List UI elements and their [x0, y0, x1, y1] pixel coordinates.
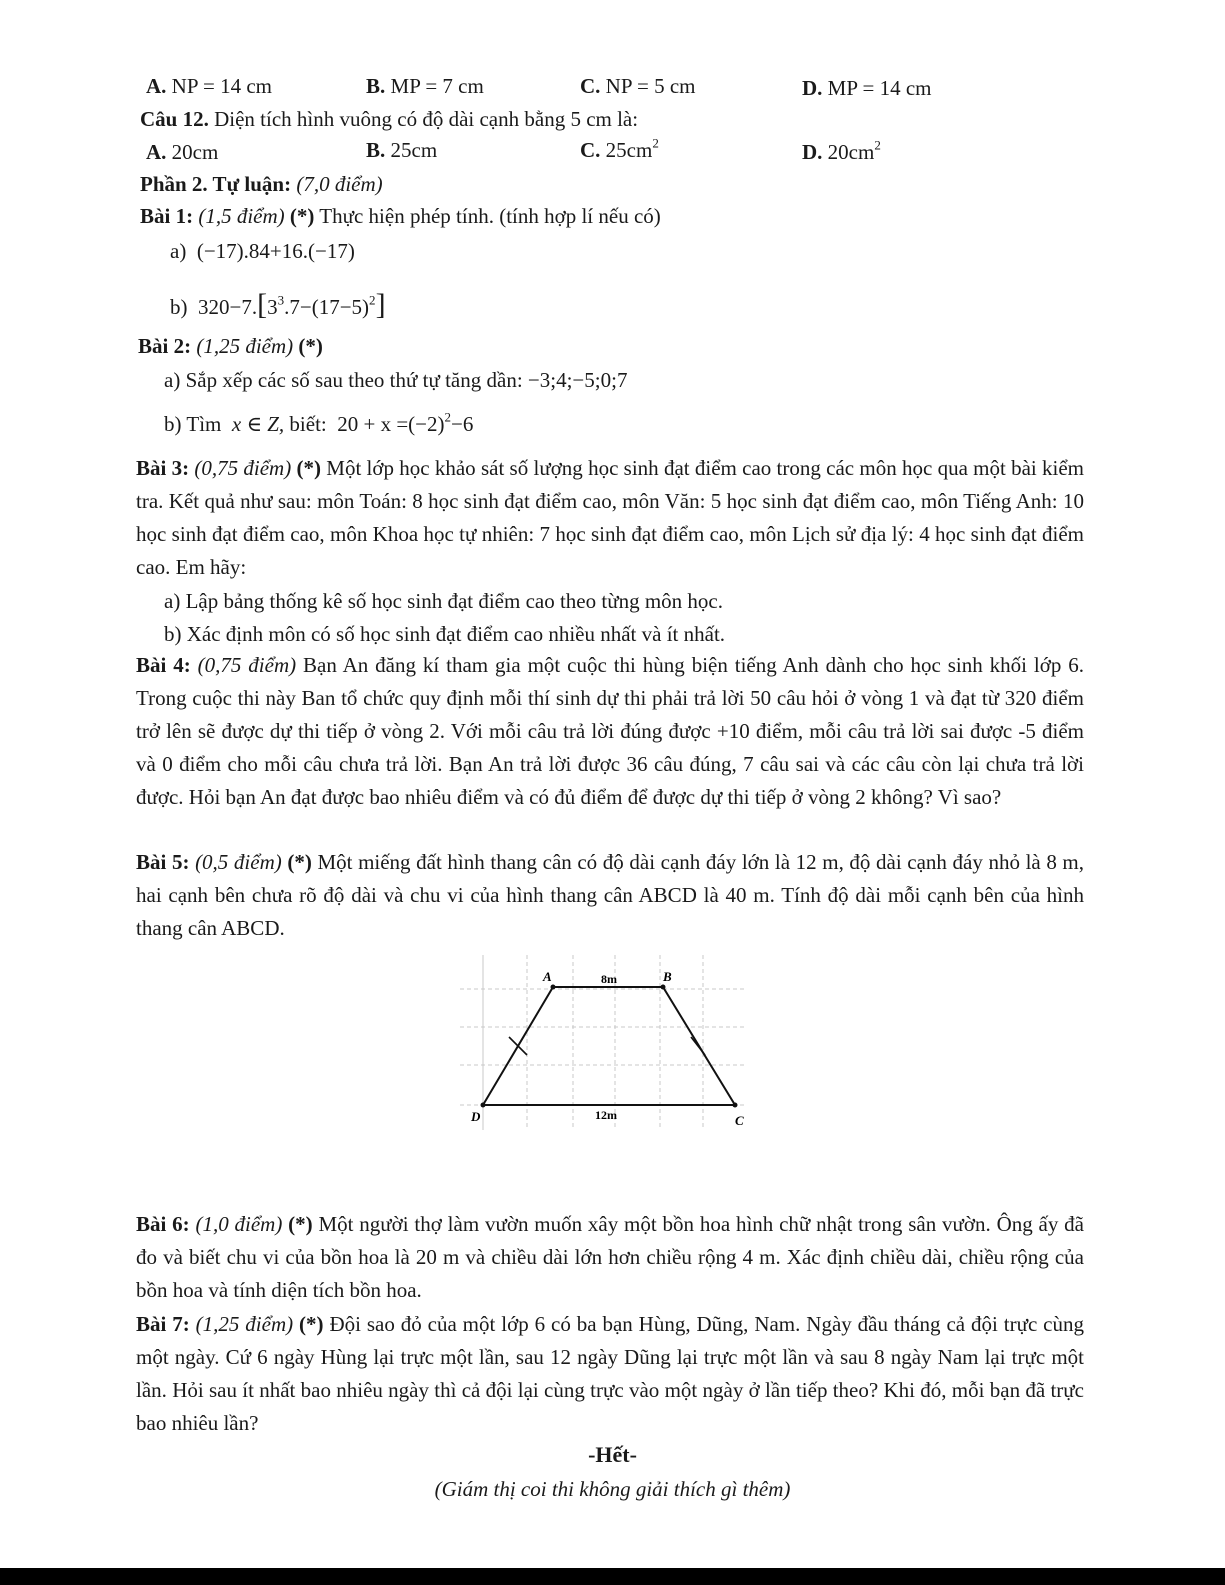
- vertex-a-label: A: [543, 969, 552, 984]
- page-bottom-border: [0, 1568, 1225, 1585]
- bai1-heading: Bài 1: (1,5 điểm) (*) Thực hiện phép tính. (tính hợp lí nếu có): [140, 204, 661, 228]
- q12-option-d: D. $20cm^2$: [802, 137, 881, 164]
- bai2-part-b: b) Tìm x ∈ Z, biết: $20 + x =(-2)^2-6$: [164, 409, 474, 436]
- bai5-paragraph: Bài 5: (0,5 điểm) (*) Một miếng đất hình thang cân có độ dài cạnh đáy lớn là 12 m, độ dài cạnh đáy nhỏ là 8 m, hai cạnh bên chưa rõ độ dài và chu vi của hình thang cân ABCD là 40 m. Tính độ dài mỗi cạnh bên của hình thang cân ABCD.: [136, 850, 1085, 940]
- part2-heading: Phần 2. Tự luận: (7,0 điểm): [140, 172, 383, 196]
- vertex-b-label: B: [663, 969, 672, 984]
- exam-note: (Giám thị coi thi không giải thích gì thêm): [434, 1477, 791, 1501]
- q11-option-d: D. MP = 14 cm: [802, 76, 932, 100]
- vertex-d-label: D: [471, 1109, 481, 1124]
- q11-option-a: A. NP = 14 cm: [146, 74, 272, 98]
- q12-option-b: B. 25cm: [366, 138, 438, 162]
- q12-option-a: A. 20cm: [146, 140, 219, 164]
- q11-option-c: C. NP = 5 cm: [580, 74, 696, 98]
- end-marker: -Hết-: [588, 1442, 637, 1467]
- bai2-heading: Bài 2: (1,25 điểm) (*): [138, 334, 323, 358]
- bai1-part-a: a) (−17).84+16.(−17): [170, 239, 355, 263]
- vertex-c-label: C: [735, 1113, 744, 1128]
- bai3-paragraph: Bài 3: (0,75 điểm) (*) Một lớp học khảo sát số lượng học sinh đạt điểm cao trong các môn học qua một bài kiểm tra. Kết quả như sau: môn Toán: 8 học sinh đạt điểm cao, môn Văn: 5 học sinh đạt điểm cao, môn Tiếng Anh: 10 học sinh đạt điểm cao, môn Khoa học tự nhiên: 7 học sinh đạt điểm cao, môn Lịch sử địa lý: 4 học sinh đạt điểm cao. Em hãy:: [136, 456, 1085, 579]
- bai6-paragraph: Bài 6: (1,0 điểm) (*) Một người thợ làm vườn muốn xây một bồn hoa hình chữ nhật trong sân vườn. Ông ấy đã đo và biết chu vi của bồn hoa là 20 m và chiều dài lớn hơn chiều rộng 4 m. Xác định chiều dài, chiều rộng của bồn hoa và tính diện tích bồn hoa.: [136, 1212, 1085, 1302]
- bai7-paragraph: Bài 7: (1,25 điểm) (*) Đội sao đỏ của một lớp 6 có ba bạn Hùng, Dũng, Nam. Ngày đầu tháng cả đội trực cùng một ngày. Cứ 6 ngày Hùng lại trực một lần, sau 12 ngày Dũng lại trực một lần và sau 8 ngày Nam lại trực một lần. Hỏi sau ít nhất bao nhiêu ngày thì cả đội lại cùng trực vào một ngày ở lần tiếp theo? Khi đó, mỗi bạn đã trực bao nhiêu lần?: [136, 1312, 1085, 1435]
- bai4-paragraph: Bài 4: (0,75 điểm) Bạn An đăng kí tham gia một cuộc thi hùng biện tiếng Anh dành cho học sinh khối lớp 6. Trong cuộc thi này Ban tổ chức quy định mỗi thí sinh dự thi phải trả lời 50 câu hỏi ở vòng 1 và đạt từ 320 điểm trở lên sẽ được dự thi tiếp ở vòng 2. Với mỗi câu trả lời đúng được +10 điểm, mỗi câu trả lời sai được -5 điểm và 0 điểm cho mỗi câu chưa trả lời. Bạn An trả lời được 36 câu đúng, 7 câu sai và các câu còn lại chưa trả lời được. Hỏi bạn An đạt được bao nhiêu điểm và có đủ điểm để được dự thi tiếp ở vòng 2 không? Vì sao?: [136, 653, 1084, 809]
- equal-side-marks: [509, 1037, 705, 1055]
- bottom-length-label: 12m: [595, 1108, 617, 1122]
- trapezoid-figure: [455, 955, 755, 1135]
- bai3-part-b: b) Xác định môn có số học sinh đạt điểm cao nhiều nhất và ít nhất.: [164, 622, 726, 646]
- q12-question: Câu 12. Diện tích hình vuông có độ dài cạnh bằng 5 cm là:: [140, 107, 639, 131]
- q11-option-b: B. MP = 7 cm: [366, 74, 484, 98]
- q12-option-c: C. $25cm^2$: [580, 135, 659, 162]
- bai2-part-a: a) Sắp xếp các số sau theo thứ tự tăng dần: −3;4;−5;0;7: [164, 368, 628, 392]
- top-length-label: 8m: [601, 972, 617, 986]
- bai1-part-b: b) $320-7.[3^3.7-(17-5)^2]$: [170, 288, 386, 321]
- bai3-part-a: a) Lập bảng thống kê số học sinh đạt điểm cao theo từng môn học.: [164, 589, 724, 613]
